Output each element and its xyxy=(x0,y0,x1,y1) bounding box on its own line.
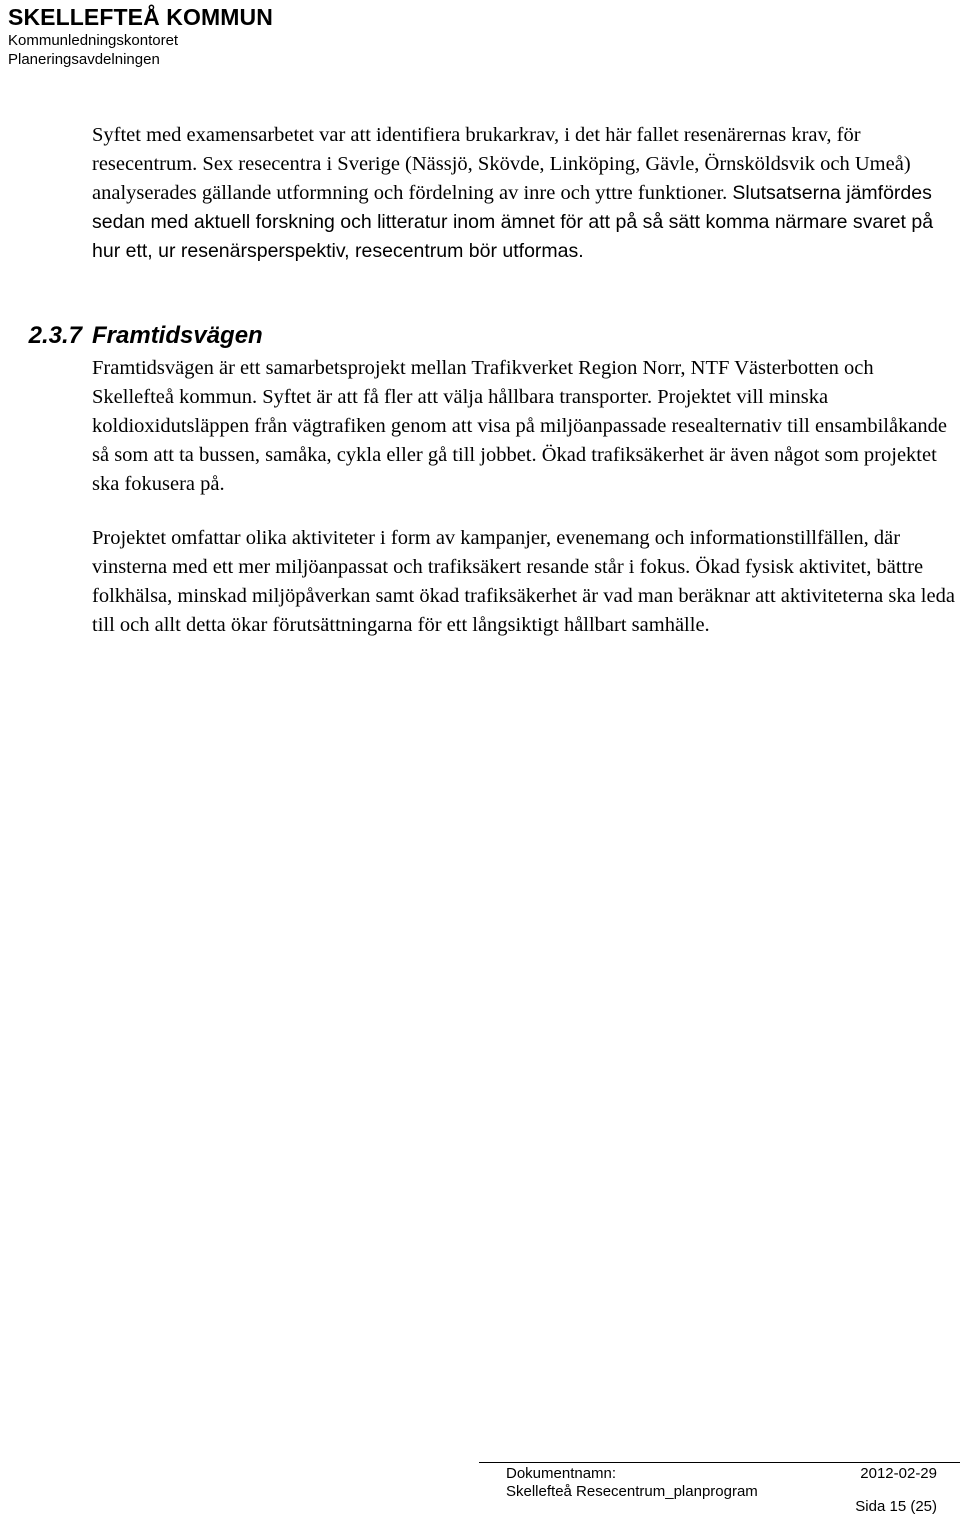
footer-divider xyxy=(479,1462,960,1463)
intro-serif-text: Syftet med examensarbetet var att identifiera brukarkrav, i det här fallet resenärernas krav, för resecentrum. Sex resecentra i Sverige (Nässjö, Skövde, Linköping, Gävle, Örnsköldsvik och Umeå) analyserades gällande utformning och fördelning av inre och yttre funktioner. xyxy=(92,124,911,204)
office-name: Kommunledningskontoret xyxy=(8,32,179,49)
footer-page-number: Sida 15 (25) xyxy=(855,1498,937,1515)
organization-name: SKELLEFTEÅ KOMMUN xyxy=(8,4,273,30)
section-title: Framtidsvägen xyxy=(92,322,263,349)
intro-paragraph xyxy=(92,121,958,266)
department-name: Planeringsavdelningen xyxy=(8,51,160,68)
section-number: 2.3.7 xyxy=(28,322,82,349)
page-header xyxy=(8,4,273,69)
intro-sans-text: Slutsatserna jämfördes sedan med aktuell forskning och litteratur inom ämnet för att på så sätt komma närmare svaret på hur ett, ur resenärsperspektiv, resecentrum bör utformas. xyxy=(92,182,934,262)
body-paragraph-2: Projektet omfattar olika aktiviteter i form av kampanjer, evenemang och informationstillfällen, där vinsterna med ett mer miljöanpassat och trafiksäkert resande står i fokus. Ökad fysisk aktivitet, bättre folkhälsa, minskad miljöpåverkan samt ökad trafiksäkerhet är vad man beräknar att aktiviteterna ska leda till och allt detta ökar förutsättningarna för ett långsiktigt hållbart samhälle. xyxy=(92,527,955,636)
footer-document-label: Dokumentnamn: xyxy=(506,1465,617,1482)
body-paragraph-1: Framtidsvägen är ett samarbetsprojekt mellan Trafikverket Region Norr, NTF Västerbotten och Skellefteå kommun. Syftet är att få fler att välja hållbara transporter. Projektet vill minska koldioxidutsläppen från vägtrafiken genom att visa på miljöanpassade resealternativ till ensambilåkande så som att ta bussen, samåka, cykla eller gå till jobbet. Ökad trafiksäkerhet är även något som projektet ska fokusera på. xyxy=(92,357,948,495)
footer-document-name: Skellefteå Resecentrum_planprogram xyxy=(506,1483,758,1500)
section-heading xyxy=(28,320,263,352)
footer-date: 2012-02-29 xyxy=(860,1465,937,1482)
